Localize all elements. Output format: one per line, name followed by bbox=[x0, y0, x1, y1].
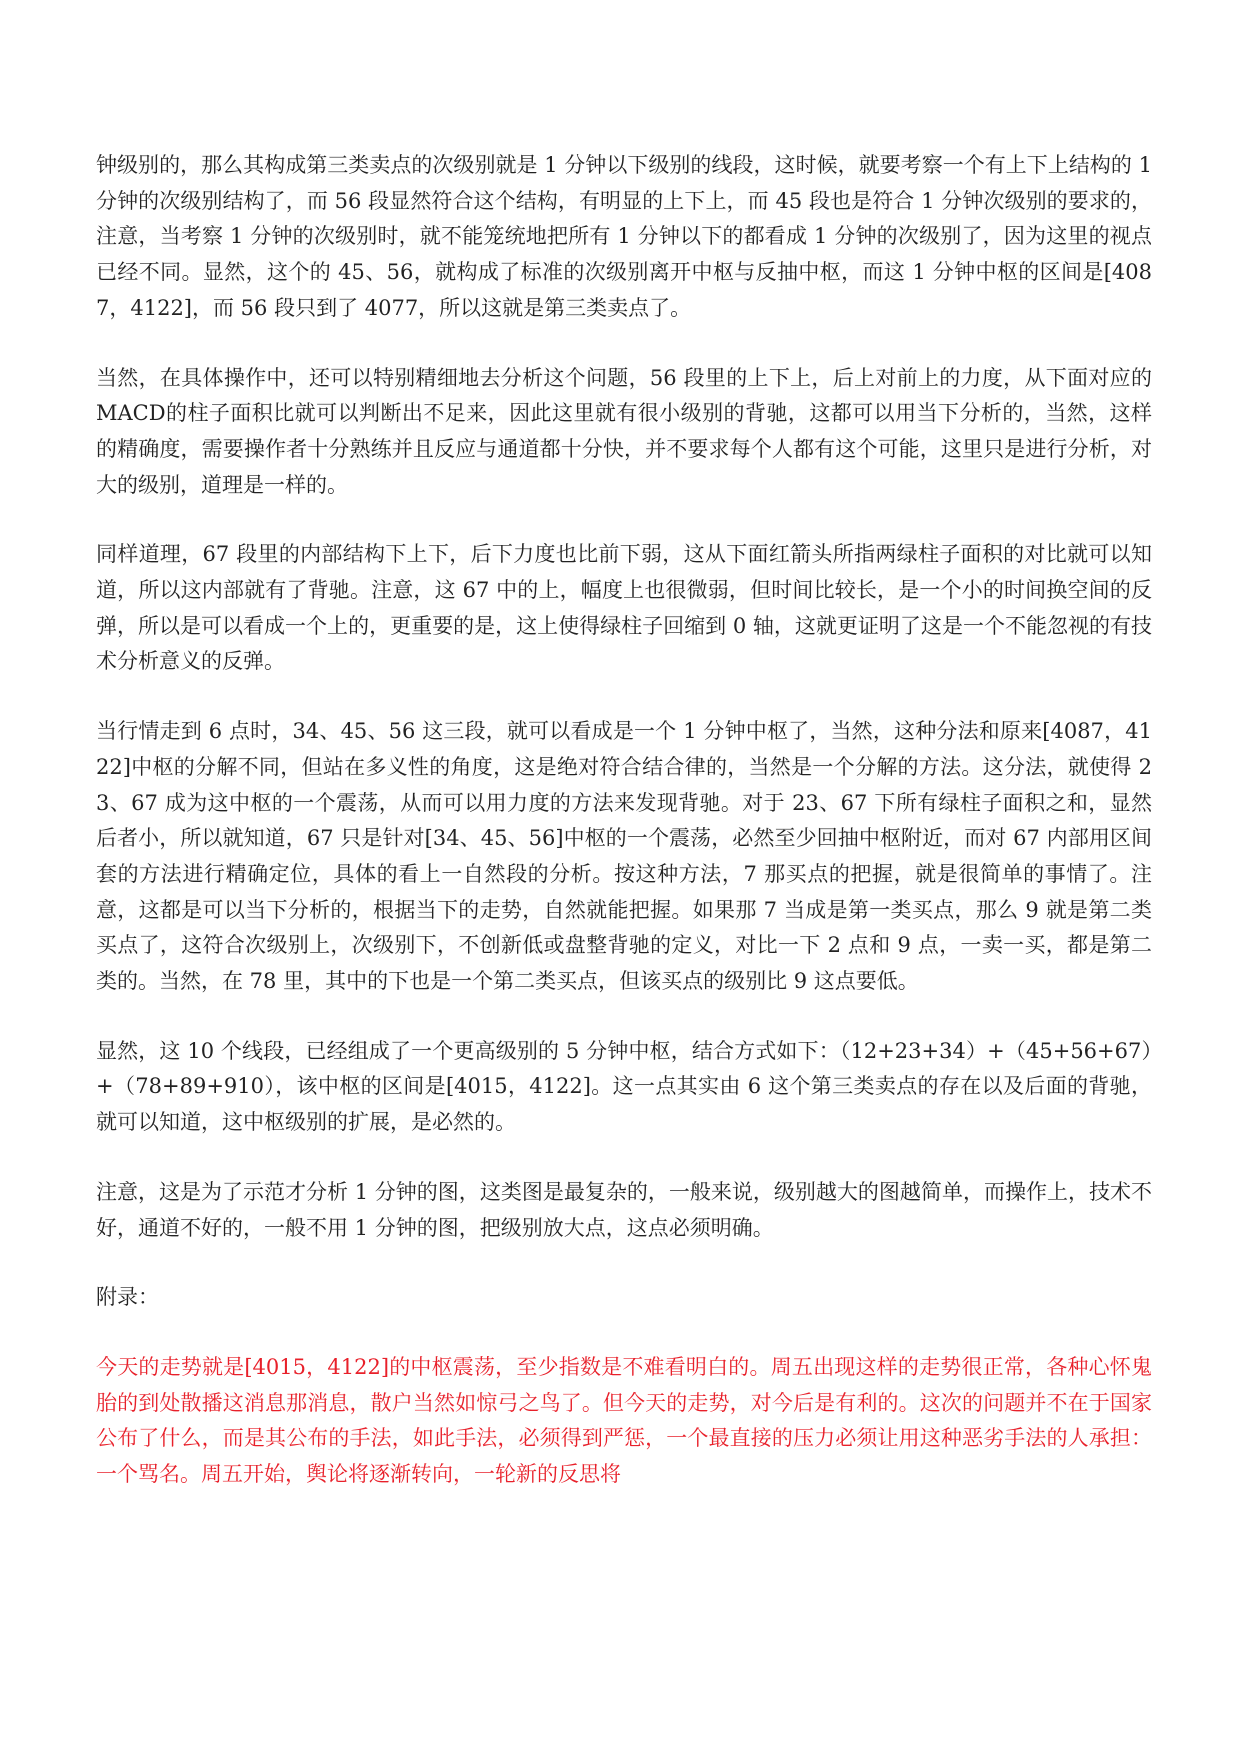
paragraph-1: 钟级别的，那么其构成第三类卖点的次级别就是 1 分钟以下级别的线段，这时候，就要考察一个有上下上结构的 1 分钟的次级别结构了，而 56 段显然符合这个结构，有明显的上下上，而 45 段也是符合 1 分钟次级别的要求的，注意，当考察 1 分钟的次级别时，就不能笼统地把所有 1 分钟以下的都看成 1 分钟的次级别了，因为这里的视点已经不同。显然，这个的 45、56，就构成了标准的次级别离开中枢与反抽中枢，而这 1 分钟中枢的区间是[4087，4122]，而 56 段只到了 4077，所以这就是第三类卖点了。 bbox=[96, 153, 1152, 320]
paragraph-2: 当然，在具体操作中，还可以特别精细地去分析这个问题，56 段里的上下上，后上对前上的力度，从下面对应的MACD的柱子面积比就可以判断出不足来，因此这里就有很小级别的背驰，这都可以用当下分析的，当然，这样的精确度，需要操作者十分熟练并且反应与通道都十分快，并不要求每个人都有这个可能，这里只是进行分析，对大的级别，道理是一样的。 bbox=[96, 365, 1152, 497]
paragraph-4: 当行情走到 6 点时，34、45、56 这三段，就可以看成是一个 1 分钟中枢了，当然，这种分法和原来[4087，4122]中枢的分解不同，但站在多义性的角度，这是绝对符合结合律的，当然是一个分解的方法。这分法，就使得 23、67 成为这中枢的一个震荡，从而可以用力度的方法来发现背驰。对于 23、67 下所有绿柱子面积之和，显然后者小，所以就知道，67 只是针对[34、45、56]中枢的一个震荡，必然至少回抽中枢附近，而对 67 内部用区间套的方法进行精确定位，具体的看上一自然段的分析。按这种方法，7 那买点的把握，就是很简单的事情了。注意，这都是可以当下分析的，根据当下的走势，自然就能把握。如果那 7 当成是第一类买点，那么 9 就是第二类买点了，这符合次级别上，次级别下，不创新低或盘整背驰的定义，对比一下 2 点和 9 点，一卖一买，都是第二类的。当然，在 78 里，其中的下也是一个第二类买点，但该买点的级别比 9 这点要低。 bbox=[96, 719, 1152, 994]
appendix-paragraph: 今天的走势就是[4015，4122]的中枢震荡，至少指数是不难看明白的。周五出现这样的走势很正常，各种心怀鬼胎的到处散播这消息那消息，散户当然如惊弓之鸟了。但今天的走势，对今后是有利的。这次的问题并不在于国家公布了什么，而是其公布的手法，如此手法，必须得到严惩，一个最直接的压力必须让用这种恶劣手法的人承担：一个骂名。周五开始，舆论将逐渐转向，一轮新的反思将 bbox=[96, 1354, 1152, 1487]
paragraph-6: 注意，这是为了示范才分析 1 分钟的图，这类图是最复杂的，一般来说，级别越大的图越简单，而操作上，技术不好，通道不好的，一般不用 1 分钟的图，把级别放大点，这点必须明确。 bbox=[96, 1179, 1152, 1240]
appendix-heading: 附录： bbox=[96, 1285, 159, 1310]
paragraph-3: 同样道理，67 段里的内部结构下上下，后下力度也比前下弱，这从下面红箭头所指两绿柱子面积的对比就可以知道，所以这内部就有了背驰。注意，这 67 中的上，幅度上也很微弱，但时间比较长，是一个小的时间换空间的反弹，所以是可以看成一个上的，更重要的是，这上使得绿柱子回缩到 0 轴，这就更证明了这是一个不能忽视的有技术分析意义的反弹。 bbox=[96, 542, 1152, 674]
paragraph-5: 显然，这 10 个线段，已经组成了一个更高级别的 5 分钟中枢，结合方式如下：（12+23+34）+（45+56+67）+（78+89+910），该中枢的区间是[4015，4122]。这一点其实由 6 这个第三类卖点的存在以及后面的背驰，就可以知道，这中枢级别的扩展，是必然的。 bbox=[96, 1038, 1152, 1135]
document-page bbox=[96, 148, 1152, 1527]
